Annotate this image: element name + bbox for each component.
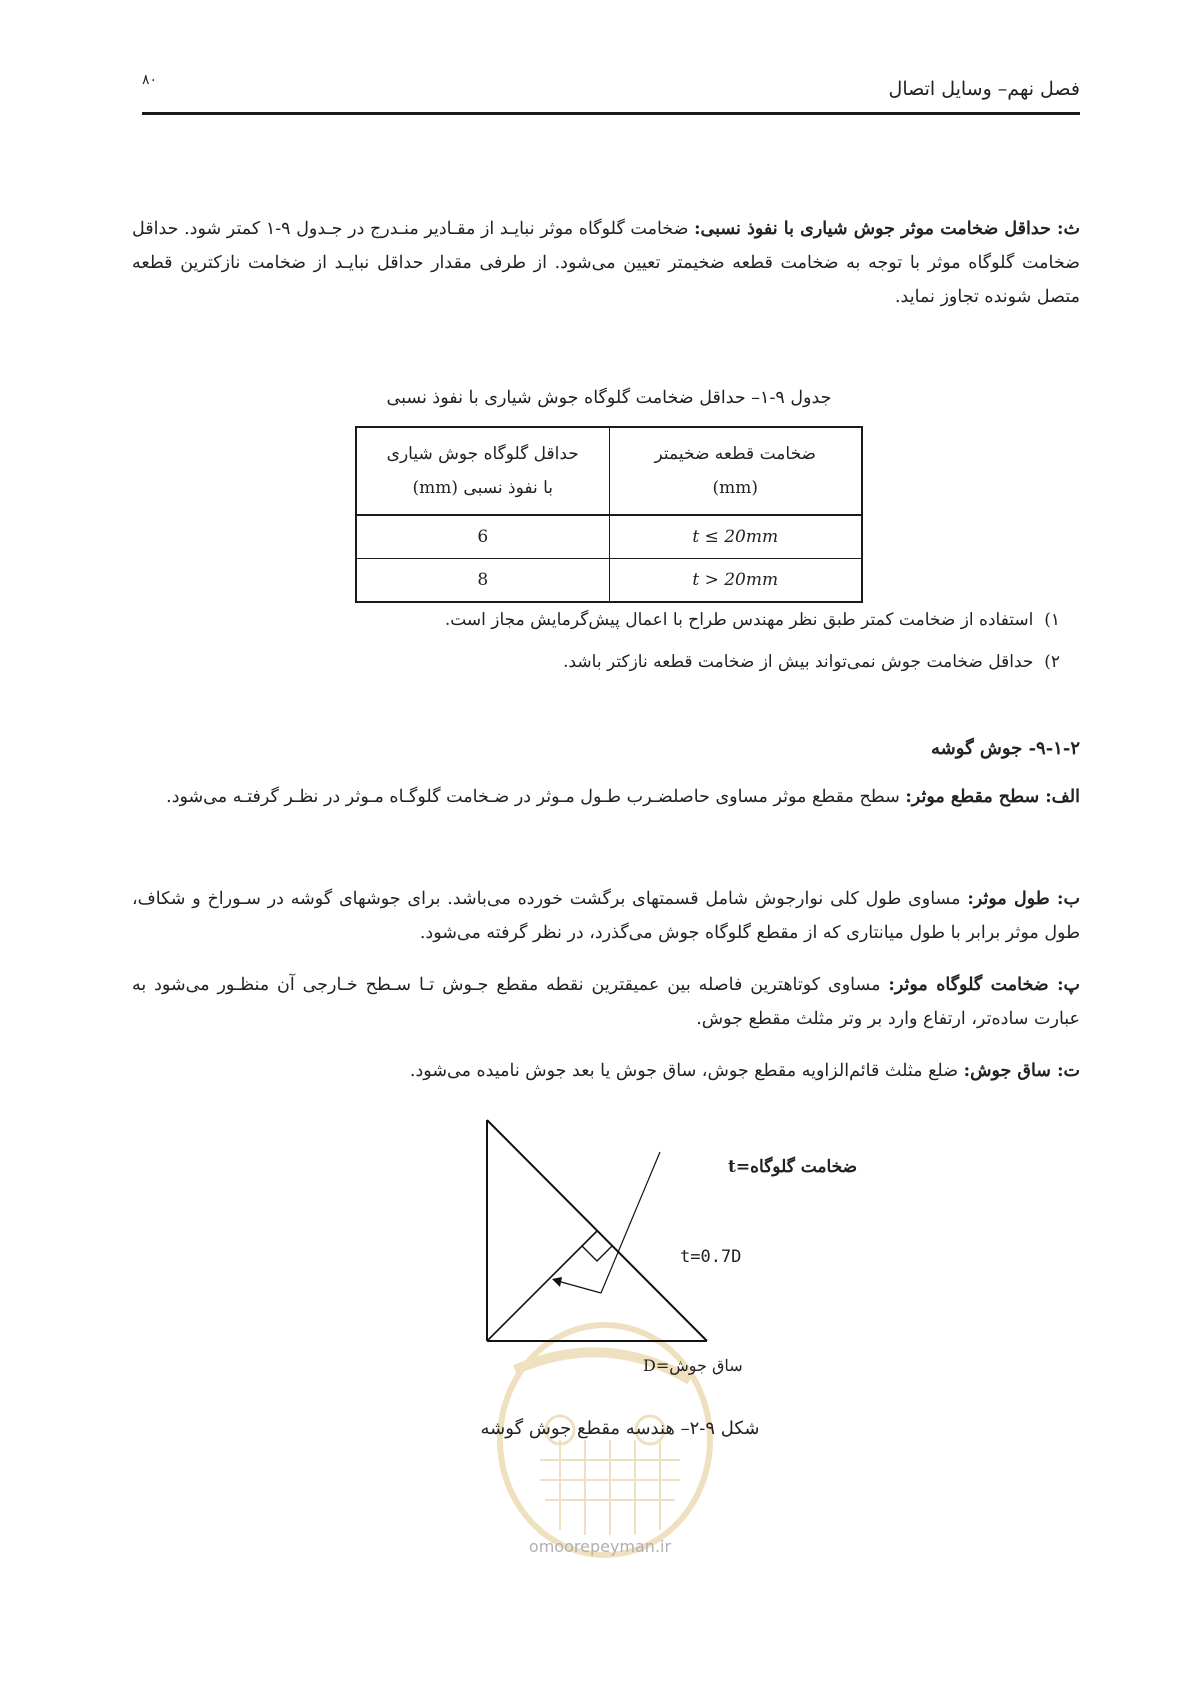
header-min-line1: حداقل گلوگاه جوش شیاری bbox=[386, 444, 579, 464]
paragraph-label: ت: ساق جوش: bbox=[963, 1061, 1080, 1081]
watermark-site: omoorepeyman.ir bbox=[528, 1537, 672, 1556]
paragraph-text: ضلع مثلث قائم‌الزاویه مقطع جوش، ساق جوش یا بعد جوش نامیده می‌شود. bbox=[409, 1061, 964, 1081]
header-min-line2: با نفوذ نسبی (mm) bbox=[412, 478, 554, 498]
section-heading: ۹-۱-۲- جوش گوشه bbox=[931, 738, 1080, 759]
paragraph-label: الف: سطح مقطع موثر: bbox=[905, 787, 1080, 807]
cell-thickness: t > 20mm bbox=[609, 559, 862, 603]
throat-arrow bbox=[554, 1280, 601, 1293]
table-caption: جدول ۹-۱– حداقل ضخامت گلوگاه جوش شیاری با نفوذ نسبی bbox=[386, 388, 832, 408]
arrowhead-icon bbox=[552, 1277, 562, 1287]
label-leg: ساق جوش=D bbox=[643, 1356, 743, 1375]
note-text: استفاده از ضخامت کمتر طبق نظر مهندس طراح با اعمال پیش‌گرمایش مجاز است. bbox=[444, 610, 1034, 630]
paragraph-text: مساوی کوتاهترین فاصله بین عمیقترین نقطه مقطع جـوش تـا سـطح خـارجی آن منظـور می‌شود به عبارت ساده‌تر، ارتفاع وارد بر وتر مثلث مقطع جوش. bbox=[132, 975, 1080, 1029]
paragraph-label: پ: ضخامت گلوگاه موثر: bbox=[888, 975, 1080, 995]
paragraph-text: مساوی طول کلی نوارجوش شامل قسمتهای برگشت خورده می‌باشد. برای جوشهای گوشه در سـوراخ و شکاف، طول موثر برابر با طول میانتاری که از مقطع گلوگاه جوش می‌گذرد، در نظر گرفته می‌شود. bbox=[132, 889, 1080, 943]
header-thickness-line1: ضخامت قطعه ضخیمتر bbox=[654, 444, 816, 464]
page-number: ۸۰ bbox=[142, 72, 158, 88]
right-angle-marker bbox=[582, 1246, 612, 1261]
label-throat: ضخامت گلوگاه=t bbox=[728, 1157, 858, 1177]
note-text: حداقل ضخامت جوش نمی‌تواند بیش از ضخامت قطعه نازکتر باشد. bbox=[563, 652, 1034, 672]
note-number: ۲) bbox=[1044, 652, 1060, 672]
cell-thickness: t ≤ 20mm bbox=[609, 515, 862, 559]
paragraph-label: ث: حداقل ضخامت موثر جوش شیاری با نفوذ نسبی: bbox=[694, 219, 1080, 239]
cell-min-throat: 8 bbox=[356, 559, 609, 603]
note-number: ۱) bbox=[1044, 610, 1060, 630]
figure-caption: شکل ۹-۲– هندسه مقطع جوش گوشه bbox=[480, 1418, 760, 1439]
paragraph-text: سطح مقطع موثر مساوی حاصلضـرب طـول مـوثر در ضـخامت گلوگـاه مـوثر در نظـر گرفتـه می‌شود. bbox=[166, 787, 906, 807]
header-thickness-line2: (mm) bbox=[712, 478, 759, 498]
chapter-title: فصل نهم– وسایل اتصال bbox=[888, 78, 1080, 100]
paragraph-label: ب: طول موثر: bbox=[967, 889, 1080, 909]
paragraph-text: ضخامت گلوگاه موثر نبایـد از مقـادیر منـدرج در جـدول ۹-۱ کمتر شود. حداقل ضخامت گلوگاه موثر با توجه به ضخامت قطعه ضخیمتر تعیین می‌شود. از طرفی مقدار حداقل نبایـد از ضخامت نازکترین قطعه متصل شونده تجاوز نماید. bbox=[132, 219, 1080, 307]
throat-line bbox=[487, 1231, 597, 1341]
label-formula: t=0.7D bbox=[680, 1247, 742, 1267]
throat-leader-line bbox=[601, 1152, 660, 1293]
cell-min-throat: 6 bbox=[356, 515, 609, 559]
